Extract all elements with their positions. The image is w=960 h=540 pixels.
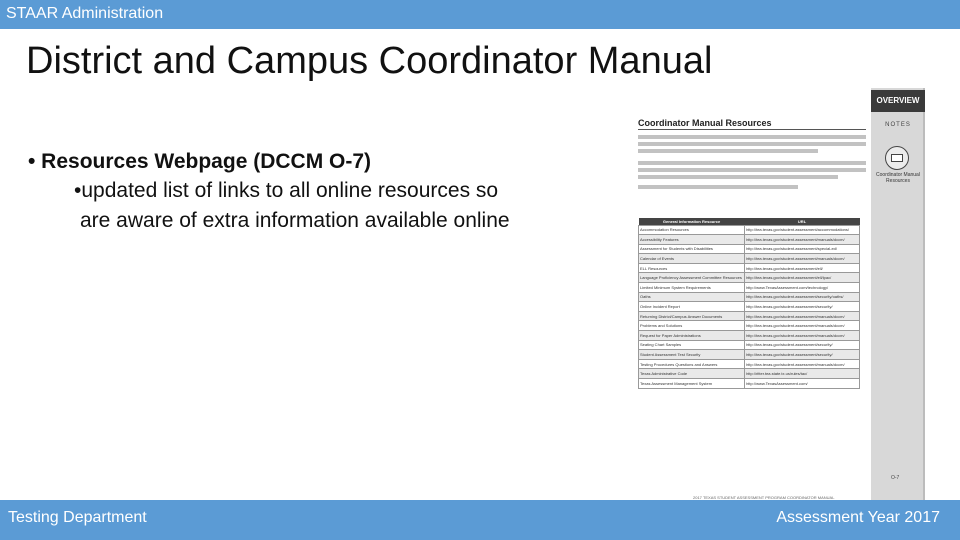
manual-paragraph-line [638, 175, 838, 179]
table-row [639, 340, 860, 350]
table-cell-resource: Accommodation Resources [639, 225, 745, 235]
table-cell-url: http://tea.texas.gov/student.assessment/manuals/dccm/ [745, 359, 860, 369]
manual-page-number: O-7 [891, 475, 900, 481]
table-row [639, 273, 860, 283]
manual-footer: 2017 TEXAS STUDENT ASSESSMENT PROGRAM COORDINATOR MANUAL [693, 495, 835, 500]
table-cell-resource: Student Assessment Test Security [639, 350, 745, 360]
table-cell-url: http://tea.texas.gov/student.assessment/security/ [745, 302, 860, 312]
table-cell-url: http://tea.texas.gov/student.assessment/manuals/dccm/ [745, 321, 860, 331]
table-cell-resource: Texas Assessment Management System [639, 379, 745, 389]
table-cell-url: http://ritter.tea.state.tx.us/rules/tac/ [745, 369, 860, 379]
table-row [639, 283, 860, 293]
manual-paragraph-line [638, 135, 866, 139]
table-cell-resource: Language Proficiency Assessment Committee Resources [639, 273, 745, 283]
manual-paragraph-line [638, 168, 866, 172]
manual-heading: Coordinator Manual Resources [638, 118, 772, 128]
table-cell-url: http://tea.texas.gov/student.assessment/manuals/dccm/ [745, 235, 860, 245]
table-cell-url: http://tea.texas.gov/student.assessment/security/ [745, 350, 860, 360]
table-cell-url: http://www.TexasAssessment.com/ [745, 379, 860, 389]
table-cell-url: http://tea.texas.gov/student.assessment/security/oaths/ [745, 292, 860, 302]
table-cell-url: http://tea.texas.gov/student.assessment/security/ [745, 340, 860, 350]
manual-page-image [603, 88, 925, 500]
sub-bullet-line-2: are aware of extra information available online [80, 209, 510, 232]
header-text: STAAR Administration [6, 5, 164, 22]
sidebar-notes: NOTES [885, 122, 911, 128]
table-cell-resource: Problems and Solutions [639, 321, 745, 331]
table-cell-resource: Testing Procedures Questions and Answers [639, 359, 745, 369]
table-cell-url: http://tea.texas.gov/student.assessment/special-ed/ [745, 244, 860, 254]
table-cell-url: http://tea.texas.gov/student.assessment/manuals/dccm/ [745, 311, 860, 321]
table-cell-url: http://tea.texas.gov/student.assessment/manuals/dccm/ [745, 254, 860, 264]
table-cell-resource: Assessment for Students with Disabilities [639, 244, 745, 254]
manual-paragraph-line [638, 149, 818, 153]
table-row [639, 292, 860, 302]
table-cell-resource: Request for Paper Administrations [639, 331, 745, 341]
table-cell-resource: ELL Resources [639, 263, 745, 273]
table-row [639, 225, 860, 235]
table-cell-resource: Oaths [639, 292, 745, 302]
table-cell-resource: Returning District/Campus Answer Documents [639, 311, 745, 321]
table-row [639, 379, 860, 389]
footer-bar [0, 500, 960, 540]
table-header-url: URL [745, 218, 860, 225]
table-row [639, 350, 860, 360]
header-bar [0, 0, 960, 29]
table-cell-resource: Calendar of Events [639, 254, 745, 264]
table-row [639, 235, 860, 245]
table-row [639, 244, 860, 254]
table-row [639, 331, 860, 341]
bullet-resources-webpage: • Resources Webpage (DCCM O-7) [28, 150, 372, 173]
table-cell-url: http://tea.texas.gov/student.assessment/ell/ [745, 263, 860, 273]
resources-table [638, 218, 860, 389]
table-cell-resource: Limited Minimum System Requirements [639, 283, 745, 293]
table-row [639, 321, 860, 331]
manual-paragraph-line [638, 161, 866, 165]
computer-icon [885, 146, 909, 170]
manual-page [603, 108, 871, 500]
table-row [639, 254, 860, 264]
table-cell-resource: Texas Administrative Code [639, 369, 745, 379]
sidebar-overview-tab: OVERVIEW [871, 90, 925, 112]
table-cell-url: http://www.TexasAssessment.com/technology/ [745, 283, 860, 293]
screen-icon [891, 154, 903, 162]
manual-heading-rule [638, 129, 866, 130]
manual-paragraph-line [638, 142, 866, 146]
sidebar-caption: Coordinator Manual Resources [876, 172, 920, 184]
bullet-list [28, 150, 603, 250]
sub-bullet-line-1: •updated list of links to all online resources so [74, 179, 499, 202]
table-cell-resource: Accessibility Features [639, 235, 745, 245]
table-cell-resource: Online Incident Report [639, 302, 745, 312]
manual-paragraph-line [638, 185, 798, 189]
manual-sidebar [871, 88, 925, 500]
table-row [639, 302, 860, 312]
table-row [639, 311, 860, 321]
table-cell-url: http://tea.texas.gov/student.assessment/ell/lpac/ [745, 273, 860, 283]
table-row [639, 359, 860, 369]
footer-year: Assessment Year 2017 [776, 509, 940, 526]
table-cell-resource: Seating Chart Samples [639, 340, 745, 350]
table-cell-url: http://tea.texas.gov/student.assessment/accommodations/ [745, 225, 860, 235]
slide-title: District and Campus Coordinator Manual [26, 40, 713, 82]
table-row [639, 369, 860, 379]
table-row [639, 263, 860, 273]
table-cell-url: http://tea.texas.gov/student.assessment/manuals/dccm/ [745, 331, 860, 341]
table-header-resource: General Information Resource [639, 218, 745, 225]
footer-department: Testing Department [8, 509, 147, 526]
